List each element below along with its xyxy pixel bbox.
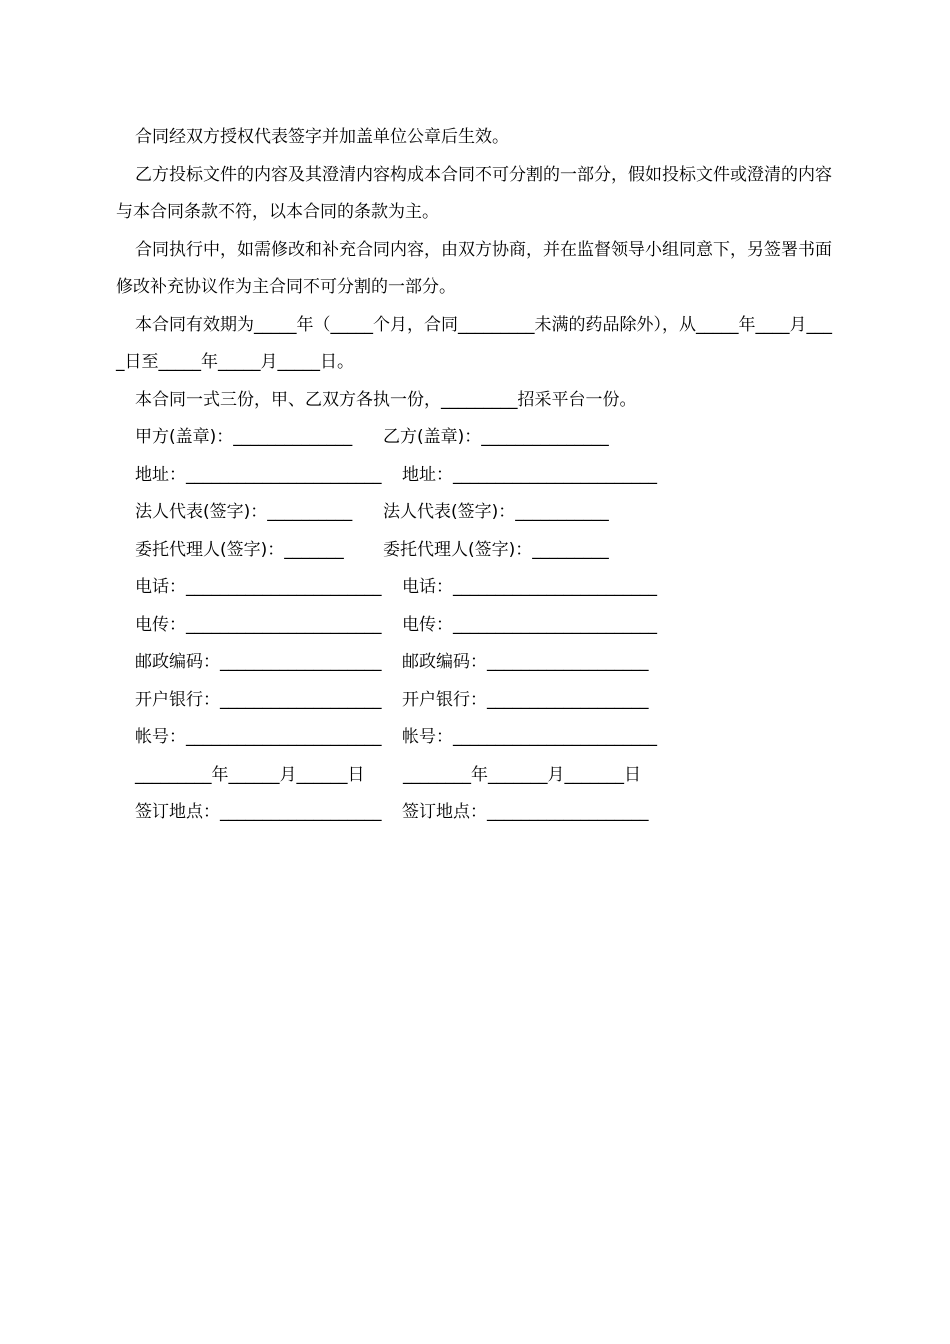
signature-row-place xyxy=(116,794,836,832)
party-b-agent-field: 委托代理人(签字)：_________ xyxy=(383,539,609,560)
party-a-agent-field: 委托代理人(签字)：_______ xyxy=(135,539,344,560)
contract-text xyxy=(116,119,836,832)
party-a-account-field: 帐号：_______________________ xyxy=(135,727,382,747)
party-b-date-field: ________年_______月_______日 xyxy=(403,764,641,785)
party-b-legal-rep-field: 法人代表(签字)：___________ xyxy=(383,502,609,522)
signature-row-phone xyxy=(116,569,836,607)
signature-row-legal-rep xyxy=(116,494,836,532)
paragraph-amendments: 合同执行中，如需修改和补充合同内容，由双方协商，并在监督领导小组同意下，另签署书面修改补充协议作为主合同不可分割的一部分。 xyxy=(116,239,832,297)
signature-row-party xyxy=(116,419,836,457)
party-b-bank-field: 开户银行：___________________ xyxy=(402,689,649,710)
signature-row-fax xyxy=(116,607,836,645)
party-a-fax-field: 电传：_______________________ xyxy=(135,614,382,635)
paragraph-effective: 合同经双方授权代表签字并加盖单位公章后生效。 xyxy=(135,127,509,147)
signature-row-account xyxy=(116,719,836,757)
party-b-address-field: 地址：________________________ xyxy=(402,464,657,485)
paragraph-bid-documents: 乙方投标文件的内容及其澄清内容构成本合同不可分割的一部分，假如投标文件或澄清的内容与本合同条款不符，以本合同的条款为主。 xyxy=(116,164,832,222)
party-b-fax-field: 电传：________________________ xyxy=(402,614,657,635)
signature-row-bank xyxy=(116,682,836,720)
paragraph-copies: 本合同一式三份，甲、乙双方各执一份，_________招采平台一份。 xyxy=(135,389,637,410)
signature-row-date xyxy=(116,757,836,795)
party-a-bank-field: 开户银行：___________________ xyxy=(135,689,382,710)
signature-row-agent xyxy=(116,532,836,570)
party-a-date-field: _________年______月______日 xyxy=(135,764,365,785)
party-a-seal-field: 甲方(盖章)：______________ xyxy=(135,427,353,447)
paragraph-validity: 本合同有效期为_____年（_____个月，合同_________未满的药品除外），从_____年____月____日至_____年_____月_____日。 xyxy=(116,314,832,372)
party-a-address-field: 地址：_______________________ xyxy=(135,464,382,485)
party-b-phone-field: 电话：________________________ xyxy=(402,577,657,597)
signature-row-postcode xyxy=(116,644,836,682)
party-b-signing-place-field: 签订地点：___________________ xyxy=(402,802,649,822)
party-a-legal-rep-field: 法人代表(签字)：__________ xyxy=(135,502,353,522)
signature-row-address xyxy=(116,457,836,495)
party-a-signing-place-field: 签订地点：___________________ xyxy=(135,802,382,822)
party-b-seal-field: 乙方(盖章)：_______________ xyxy=(383,427,609,447)
party-a-phone-field: 电话：_______________________ xyxy=(135,577,382,597)
party-b-account-field: 帐号：________________________ xyxy=(402,727,657,747)
party-a-postcode-field: 邮政编码：___________________ xyxy=(135,652,382,672)
party-b-postcode-field: 邮政编码：___________________ xyxy=(402,652,649,672)
